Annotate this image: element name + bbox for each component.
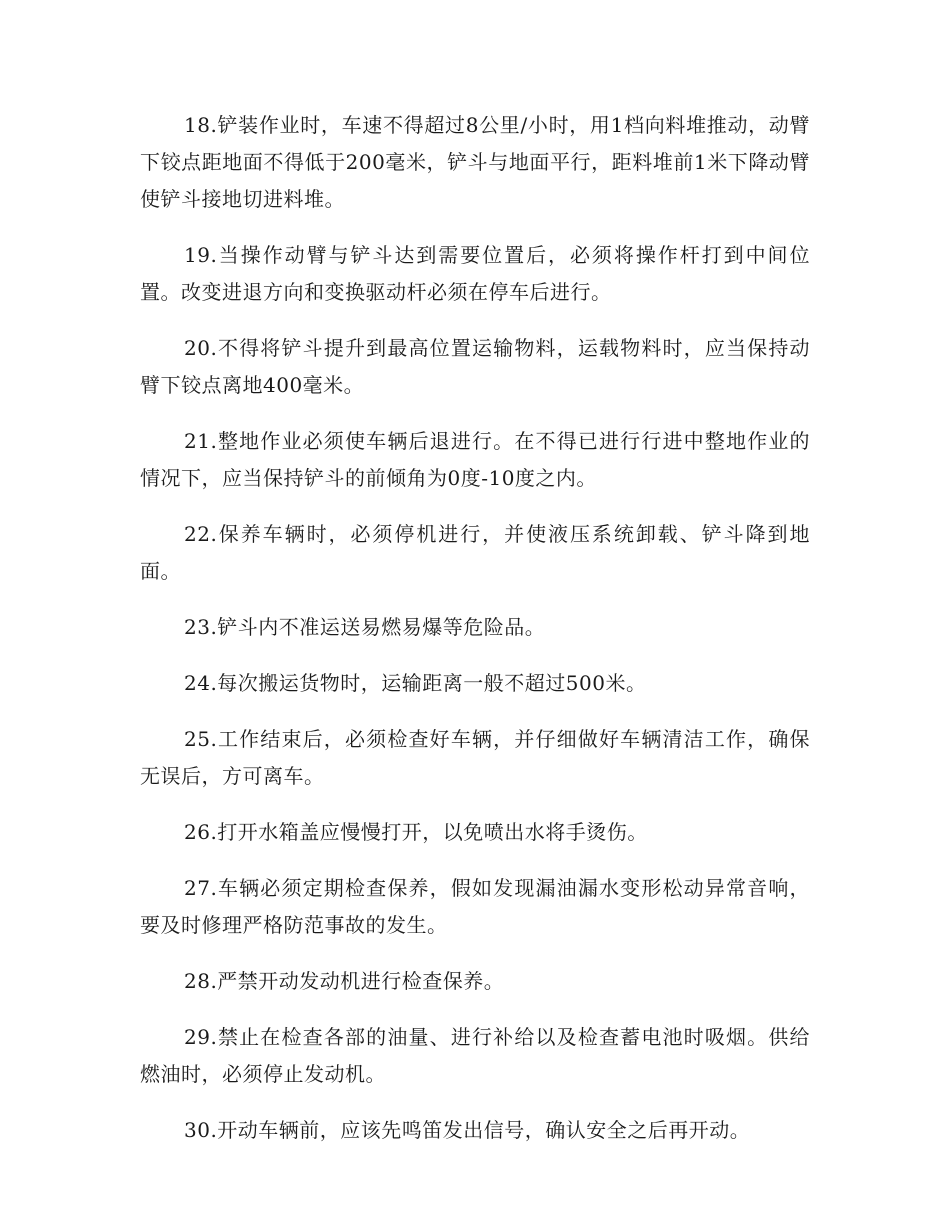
paragraph-25: 25.工作结束后，必须检查好车辆，并仔细做好车辆清洁工作，确保无误后，方可离车。	[140, 727, 810, 788]
paragraph-20: 20.不得将铲斗提升到最高位置运输物料，运载物料时，应当保持动臂下铰点离地400毫米。	[140, 336, 810, 397]
paragraph-30: 30.开动车辆前，应该先鸣笛发出信号，确认安全之后再开动。	[184, 1118, 751, 1142]
paragraph-28: 28.严禁开动发动机进行检查保养。	[184, 969, 505, 993]
paragraph-26: 26.打开水箱盖应慢慢打开，以免喷出水将手烫伤。	[184, 820, 648, 844]
paragraph-23: 23.铲斗内不准运送易燃易爆等危险品。	[184, 615, 546, 639]
paragraph-29: 29.禁止在检查各部的油量、进行补给以及检查蓄电池时吸烟。供给燃油时，必须停止发动机。	[140, 1025, 810, 1086]
paragraph-24: 24.每次搬运货物时，运输距离一般不超过500米。	[184, 671, 647, 695]
paragraph-19: 19.当操作动臂与铲斗达到需要位置后，必须将操作杆打到中间位置。改变进退方向和变换驱动杆必须在停车后进行。	[140, 243, 810, 304]
paragraph-22: 22.保养车辆时，必须停机进行，并使液压系统卸载、铲斗降到地面。	[140, 522, 810, 583]
paragraph-21: 21.整地作业必须使车辆后退进行。在不得已进行行进中整地作业的情况下，应当保持铲斗的前倾角为0度-10度之内。	[140, 429, 810, 490]
paragraph-18: 18.铲装作业时，车速不得超过8公里/小时，用1档向料堆推动，动臂下铰点距地面不得低于200毫米，铲斗与地面平行，距料堆前1米下降动臂使铲斗接地切进料堆。	[140, 113, 810, 211]
document-body	[140, 107, 810, 1168]
paragraph-27: 27.车辆必须定期检查保养，假如发现漏油漏水变形松动异常音响，要及时修理严格防范事故的发生。	[140, 876, 810, 937]
